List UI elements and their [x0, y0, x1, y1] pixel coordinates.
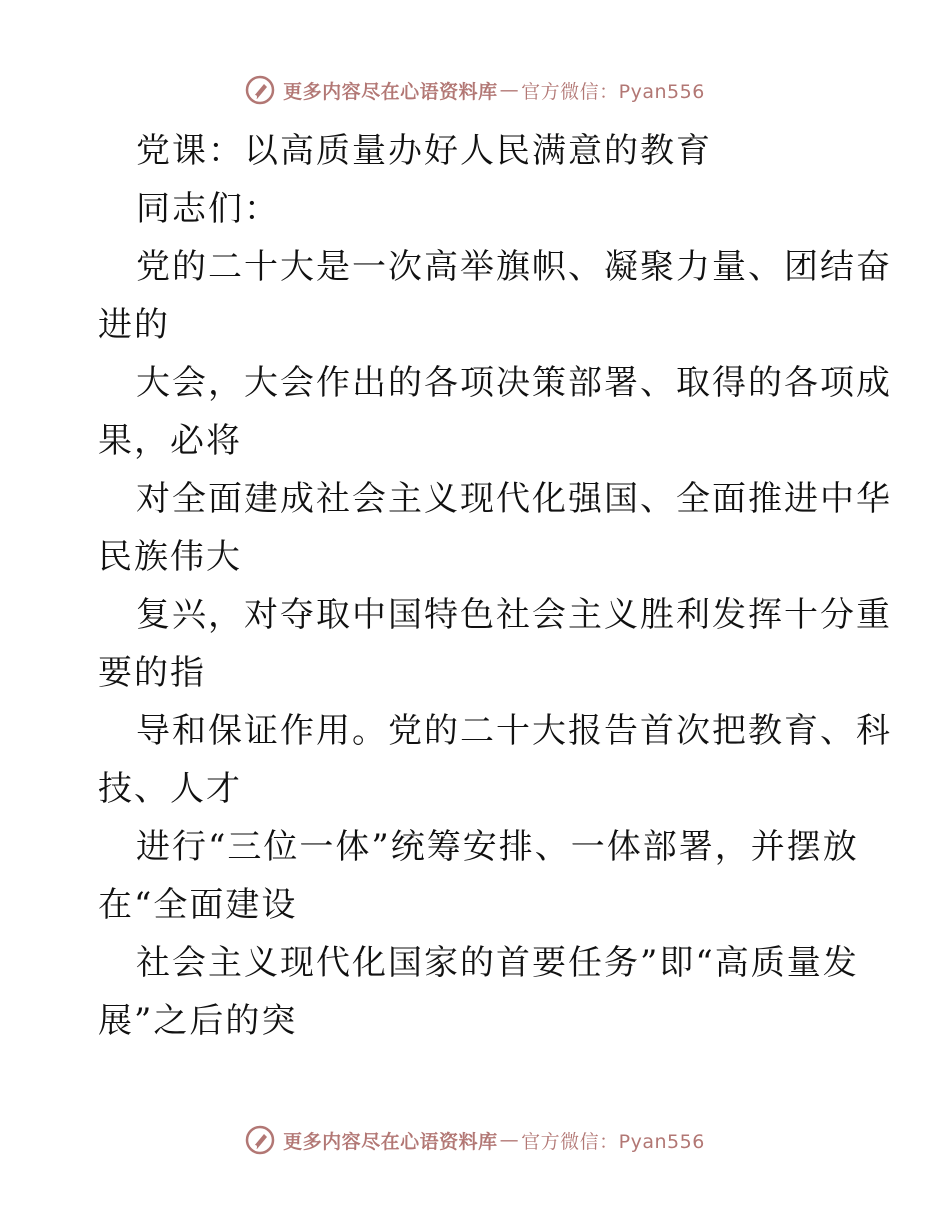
paragraph-line: 社会主义现代化国家的首要任务”即“高质量发	[136, 943, 859, 983]
watermark-text: 更多内容尽在心语资料库	[283, 80, 498, 103]
paragraph-line: 在“全面建设	[98, 885, 298, 925]
document-greeting: 同志们：	[136, 189, 280, 229]
pen-logo-icon	[245, 1125, 275, 1155]
document-body	[98, 122, 892, 1050]
paragraph-line: 展”之后的突	[98, 1001, 298, 1041]
watermark-contact: 官方微信：Pyan556	[521, 1130, 705, 1153]
document-title: 党课：以高质量办好人民满意的教育	[136, 131, 712, 171]
paragraph-line: 对全面建成社会主义现代化强国、全面推进中华	[136, 479, 892, 519]
paragraph-line: 复兴，对夺取中国特色社会主义胜利发挥十分重	[136, 595, 892, 635]
watermark-text: 更多内容尽在心语资料库	[283, 1130, 498, 1153]
watermark-separator: —	[499, 79, 520, 101]
watermark-separator: —	[499, 1129, 520, 1151]
paragraph-line: 民族伟大	[98, 537, 242, 577]
pen-logo-icon	[245, 75, 275, 105]
paragraph-line: 进行“三位一体”统筹安排、一体部署，并摆放	[136, 827, 859, 867]
paragraph-line: 果，必将	[98, 421, 242, 461]
paragraph-line: 技、人才	[98, 769, 242, 809]
footer-watermark	[0, 1120, 950, 1160]
header-watermark	[0, 70, 950, 110]
paragraph-line: 大会，大会作出的各项决策部署、取得的各项成	[136, 363, 892, 403]
paragraph-line: 党的二十大是一次高举旗帜、凝聚力量、团结奋	[136, 247, 892, 287]
paragraph-line: 导和保证作用。党的二十大报告首次把教育、科	[136, 711, 892, 751]
paragraph-line: 进的	[98, 305, 170, 345]
paragraph-line: 要的指	[98, 653, 206, 693]
watermark-contact: 官方微信：Pyan556	[521, 80, 705, 103]
